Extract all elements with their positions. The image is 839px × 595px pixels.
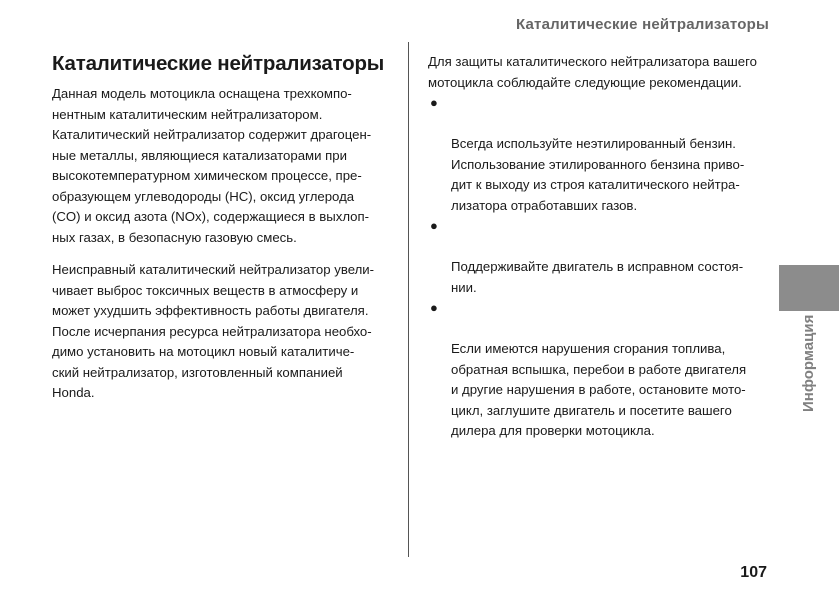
- list-item-text: Всегда используйте неэтилированный бензин. Использование этилированного бензина приво- дит к выходу из строя каталитического нейтра- лизатора отработавших газов.: [451, 136, 745, 213]
- recommendations-intro: Для защиты каталитического нейтрализатора вашего мотоцикла соблюдайте следующие рекомендации.: [428, 54, 757, 90]
- list-item: [428, 93, 768, 216]
- section-title: Каталитические нейтрализаторы: [52, 52, 385, 75]
- side-tab-marker: [779, 265, 839, 311]
- recommendations-list: [428, 93, 768, 442]
- list-item-text: Если имеются нарушения сгорания топлива, обратная вспышка, перебои в работе двигателя и другие нарушения в работе, остановите мото- цикл, заглушите двигатель и посетите вашего дилера для проверки мотоцикла.: [451, 341, 747, 438]
- page-number: 107: [740, 564, 767, 581]
- bullet-icon: ●: [430, 218, 438, 233]
- list-item: [428, 298, 768, 442]
- list-item: [428, 216, 768, 298]
- side-tab-label: Информация: [800, 314, 817, 412]
- list-item-text: Поддерживайте двигатель в исправном состоя- нии.: [451, 259, 744, 295]
- left-column: [52, 52, 392, 404]
- column-divider: [408, 42, 409, 557]
- right-column: [428, 52, 768, 442]
- bullet-icon: ●: [430, 95, 438, 110]
- bullet-icon: ●: [430, 300, 438, 315]
- paragraph-1: Данная модель мотоцикла оснащена трехкомпо- нентным каталитическим нейтрализатором. Каталитический нейтрализатор содержит драгоцен- ные металлы, являющиеся катализаторами при высокотемпературном химическом процессе, пре- образующем углеводороды (HC), оксид углерода (CO) и оксид азота (NOx), содержащиеся в выхлоп- ных газах, в безопасную газовую смесь.: [52, 86, 372, 245]
- running-header: Каталитические нейтрализаторы: [515, 16, 769, 33]
- paragraph-2: Неисправный каталитический нейтрализатор увели- чивает выброс токсичных веществ в атмосферу и может ухудшить эффективность работы двигателя. После исчерпания ресурса нейтрализатора необхо- димо установить на мотоцикл новый каталитиче- ский нейтрализатор, изготовленный компанией Honda.: [52, 262, 375, 400]
